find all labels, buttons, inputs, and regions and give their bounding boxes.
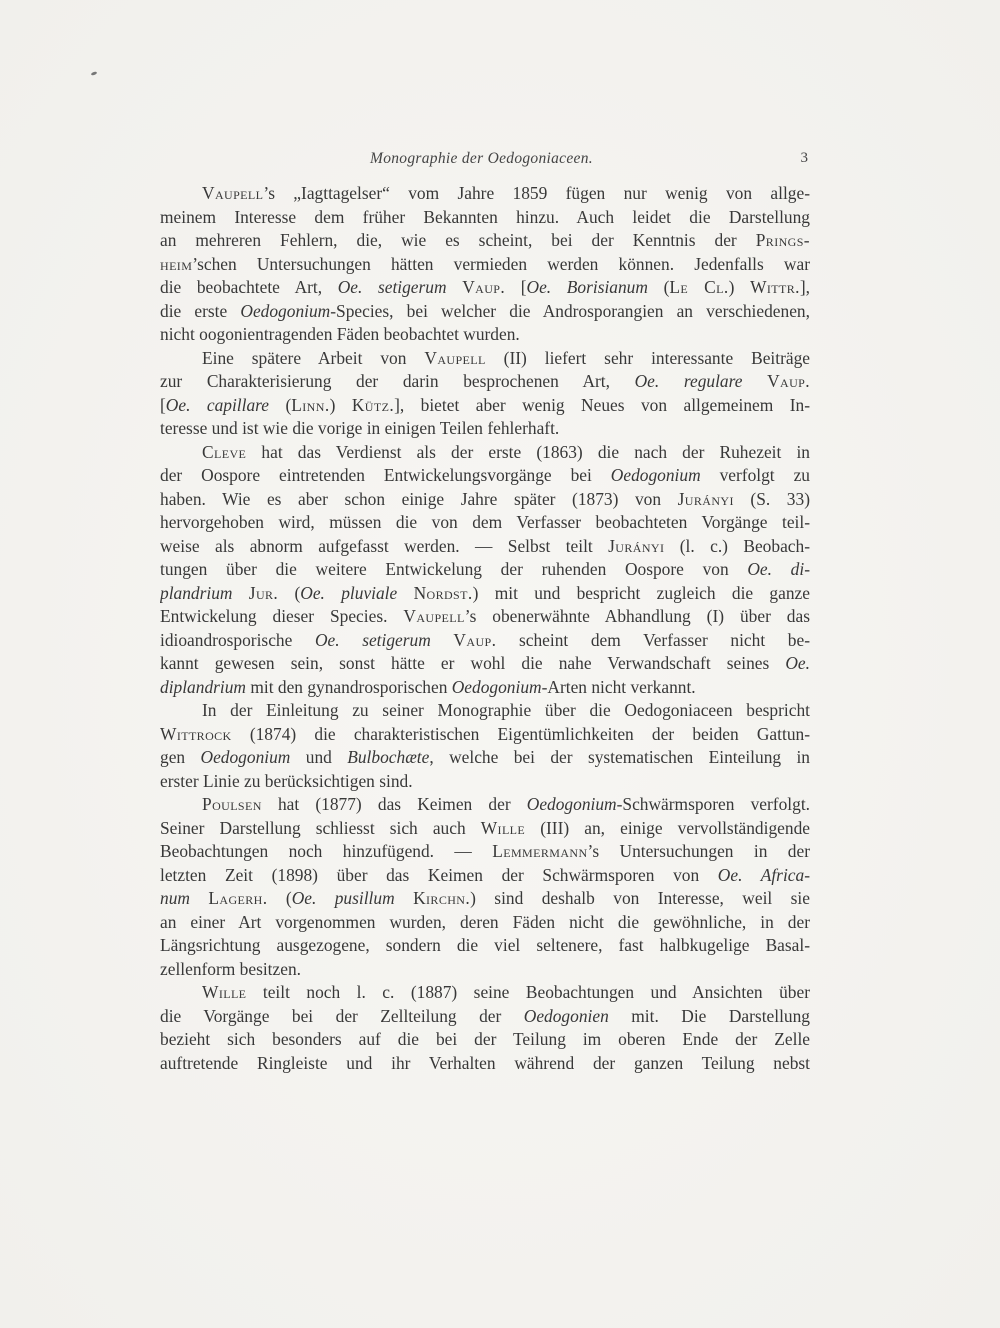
author-name: Jur. — [248, 582, 279, 603]
text-run: mit den gynandrosporischen — [246, 676, 452, 697]
italic-text: Oe. capillare — [165, 394, 270, 415]
text-line — [160, 770, 810, 794]
text-line — [160, 981, 810, 1005]
text-run: der Oospore eintretenden Entwickelungsvorgänge bei — [160, 465, 611, 485]
italic-text: Oedogonium — [200, 747, 291, 767]
author-name: Wille — [202, 982, 247, 1002]
text-run — [431, 630, 454, 650]
text-line — [160, 1005, 810, 1029]
author-name: heim — [160, 253, 193, 274]
text-line — [160, 934, 810, 958]
text-line — [160, 723, 810, 747]
text-run: hervorgehoben wird, müssen die von dem Verfasser beobachteten Vorgänge teil- — [160, 512, 810, 532]
text-line — [160, 817, 810, 841]
text-line — [160, 793, 810, 817]
text-run: ( — [267, 888, 292, 908]
text-run: ( — [269, 394, 292, 415]
text-line — [160, 276, 810, 300]
text-run — [447, 277, 463, 297]
italic-text: Oedogonium — [240, 300, 331, 321]
text-run: kannt gewesen sein, sonst hätte er wohl die nahe Verwandschaft seines — [160, 653, 786, 673]
text-run: meinem Interesse dem früher Bekannten hinzu. Auch leidet die Darstellung — [160, 206, 810, 227]
text-run: -Schwärmsporen verfolgt. — [616, 794, 810, 814]
italic-text: Oedogonium — [526, 794, 617, 814]
text-run: scheint dem Verfasser nicht be- — [496, 629, 810, 650]
italic-text: Oe. di- — [747, 559, 810, 579]
text-line — [160, 511, 810, 535]
text-run: ], bietet aber wenig Neues von allgemeinem In- — [394, 394, 810, 415]
text-run: (1874) die charakteristischen Eigentümlichkeiten der beiden Gattun- — [231, 723, 810, 744]
text-run: teresse und ist wie die vorige in einigen Teilen fehlerhaft. — [160, 418, 560, 438]
text-line — [160, 652, 810, 676]
text-run: ’s obenerwähnte Abhandlung (I) über das — [464, 606, 810, 626]
text-line — [160, 1028, 810, 1052]
italic-text: Oedogonien — [523, 1005, 609, 1026]
text-line — [160, 347, 810, 371]
text-line — [160, 229, 810, 253]
text-run: auftretende Ringleiste und ihr Verhalten während der ganzen Teilung nebst — [160, 1052, 810, 1073]
text-line — [160, 558, 810, 582]
text-run: idioandrosporische — [160, 629, 315, 650]
text-run — [397, 583, 413, 603]
italic-text: plandrium — [160, 582, 233, 603]
text-run: [ — [160, 394, 166, 415]
page-header — [160, 150, 808, 172]
text-run: die erste — [160, 300, 241, 321]
text-run — [742, 371, 767, 391]
text-run: hat (1877) das Keimen der — [261, 794, 527, 814]
author-name: Vaupell — [202, 183, 264, 203]
italic-text: Oedogonium — [451, 676, 542, 697]
text-run: ) — [728, 277, 751, 297]
text-run — [232, 583, 248, 603]
text-line — [160, 582, 810, 606]
text-run: ) sind deshalb von Interesse, weil sie — [470, 888, 810, 908]
author-name: Vaupell — [424, 347, 486, 368]
body-text — [160, 182, 810, 1075]
author-name: Vaup. — [462, 277, 506, 297]
author-name: Cleve — [202, 441, 247, 462]
italic-text: Oe. pluviale — [300, 582, 398, 603]
author-name: Jurányi — [677, 488, 734, 509]
text-run: -Species, bei welcher die Androsporangien an verschiedenen, — [330, 300, 810, 321]
text-run: -Arten nicht verkannt. — [541, 676, 696, 697]
author-name: Vaup. — [767, 371, 810, 391]
text-run: [ — [505, 277, 527, 297]
text-run: Längsrichtung ausgezogene, sondern die viel seltenere, fast halbkugelige Basal- — [160, 935, 810, 955]
text-line — [160, 370, 810, 394]
text-run: die Vorgänge bei der Zellteilung der — [160, 1005, 524, 1026]
italic-text: num — [160, 888, 190, 908]
author-name: Kütz. — [351, 394, 395, 415]
italic-text: Oedogonium — [610, 465, 701, 485]
author-name: Wille — [480, 817, 526, 838]
text-line — [160, 605, 810, 629]
text-run: verfolgt zu — [700, 465, 810, 485]
author-name: Linn. — [291, 394, 330, 415]
text-line — [160, 441, 810, 465]
text-run: teilt noch l. c. (1887) seine Beobachtungen und Ansichten über — [246, 982, 810, 1002]
text-line — [160, 746, 810, 770]
text-run: und — [290, 747, 348, 767]
text-run: Seiner Darstellung schliesst sich auch — [160, 817, 481, 838]
text-line — [160, 864, 810, 888]
italic-text: Oe. — [785, 653, 810, 673]
italic-text: Oe. setigerum — [337, 277, 447, 297]
text-line — [160, 887, 810, 911]
text-line — [160, 417, 810, 441]
text-run: ’s Untersuchungen in der — [587, 841, 810, 861]
text-run: zur Charakterisierung der darin besprochenen Art, — [160, 371, 635, 391]
text-run: ’s „Iagttagelser“ vom Jahre 1859 fügen nur wenig von allge- — [263, 183, 810, 203]
text-run: ) mit und bespricht zugleich die ganze — [472, 582, 810, 603]
text-run: (II) liefert sehr interessante Beiträge — [485, 347, 810, 368]
author-name: Lemmermann — [492, 841, 588, 861]
author-name: Kirchn. — [413, 888, 471, 908]
text-run: letzten Zeit (1898) über das Keimen der Schwärmsporen von — [160, 864, 718, 885]
text-run: (l. c.) Beobach- — [664, 535, 810, 556]
author-name: Nordst. — [413, 582, 473, 603]
text-run — [395, 888, 413, 908]
text-run: (III) an, einige vervollständigende — [525, 817, 810, 838]
text-line — [160, 535, 810, 559]
text-run: , welche bei der systematischen Einteilung in — [429, 747, 810, 767]
running-title: Monographie der Oedogoniaceen. — [370, 150, 593, 167]
italic-text: Oe. Africa- — [717, 864, 810, 885]
text-run: bezieht sich besonders auf die bei der Teilung im oberen Ende der Zelle — [160, 1029, 810, 1049]
author-name: Vaupell — [403, 606, 465, 626]
author-name: Lagerh. — [208, 888, 268, 908]
text-line — [160, 911, 810, 935]
text-line — [160, 958, 810, 982]
text-run: Eine spätere Arbeit von — [202, 347, 425, 368]
text-line — [160, 394, 810, 418]
text-line — [160, 840, 810, 864]
text-run: ], — [799, 277, 810, 297]
text-run: Beobachtungen noch hinzufügend. — — [160, 841, 493, 861]
author-name: Vaup. — [453, 629, 497, 650]
text-run: ) — [329, 394, 352, 415]
text-run: hat das Verdienst als der erste (1863) die nach der Ruhezeit in — [246, 441, 810, 462]
text-run: mit. Die Darstellung — [608, 1005, 810, 1026]
text-line — [160, 323, 810, 347]
author-name: Wittr. — [750, 277, 800, 297]
text-run: (S. 33) — [733, 488, 810, 509]
text-line — [160, 253, 810, 277]
author-name: Poulsen — [202, 794, 262, 814]
italic-text: diplandrium — [160, 676, 246, 697]
text-line — [160, 182, 810, 206]
text-run: an einer Art vorgenommen wurden, deren Fäden nicht die gewöhnliche, in der — [160, 911, 810, 932]
italic-text: Oe. Borisianum — [526, 277, 648, 297]
text-run: an mehreren Fehlern, die, wie es scheint, bei der Kenntnis der — [160, 230, 756, 250]
author-name: Le Cl. — [669, 277, 729, 297]
author-name: Prings- — [755, 230, 810, 250]
italic-text: Oe. regulare — [634, 371, 743, 391]
text-run: In der Einleitung zu seiner Monographie über die Oedogoniaceen bespricht — [202, 700, 810, 720]
ink-speck — [91, 71, 98, 76]
text-line — [160, 629, 810, 653]
text-run: zellenform besitzen. — [160, 958, 301, 979]
text-run: die beobachtete Art, — [160, 277, 338, 297]
text-line — [160, 1052, 810, 1076]
text-line — [160, 300, 810, 324]
text-run: nicht oogonientragenden Fäden beobachtet wurden. — [160, 324, 520, 344]
text-run: gen — [160, 747, 201, 767]
page-number: 3 — [800, 150, 808, 166]
text-run: Entwickelung dieser Species. — [160, 606, 404, 626]
text-run: haben. Wie es aber schon einige Jahre später (1873) von — [160, 488, 678, 509]
text-run: ( — [647, 277, 670, 297]
text-run: weise als abnorm aufgefasst werden. — Selbst teilt — [160, 535, 609, 556]
author-name: Jurányi — [608, 535, 665, 556]
text-run — [190, 888, 208, 908]
text-line — [160, 699, 810, 723]
text-run: tungen über die weitere Entwickelung der ruhenden Oospore von — [160, 559, 748, 579]
text-run: ( — [278, 582, 301, 603]
text-line — [160, 676, 810, 700]
author-name: Wittrock — [160, 723, 232, 744]
text-run: erster Linie zu berücksichtigen sind. — [160, 770, 413, 791]
text-line — [160, 464, 810, 488]
text-line — [160, 206, 810, 230]
text-line — [160, 488, 810, 512]
italic-text: Oe. setigerum — [314, 629, 431, 650]
italic-text: Bulbochæte — [347, 747, 430, 767]
italic-text: Oe. pusillum — [291, 888, 395, 908]
text-run: ’schen Untersuchungen hätten vermieden werden können. Jedenfalls war — [192, 253, 810, 274]
